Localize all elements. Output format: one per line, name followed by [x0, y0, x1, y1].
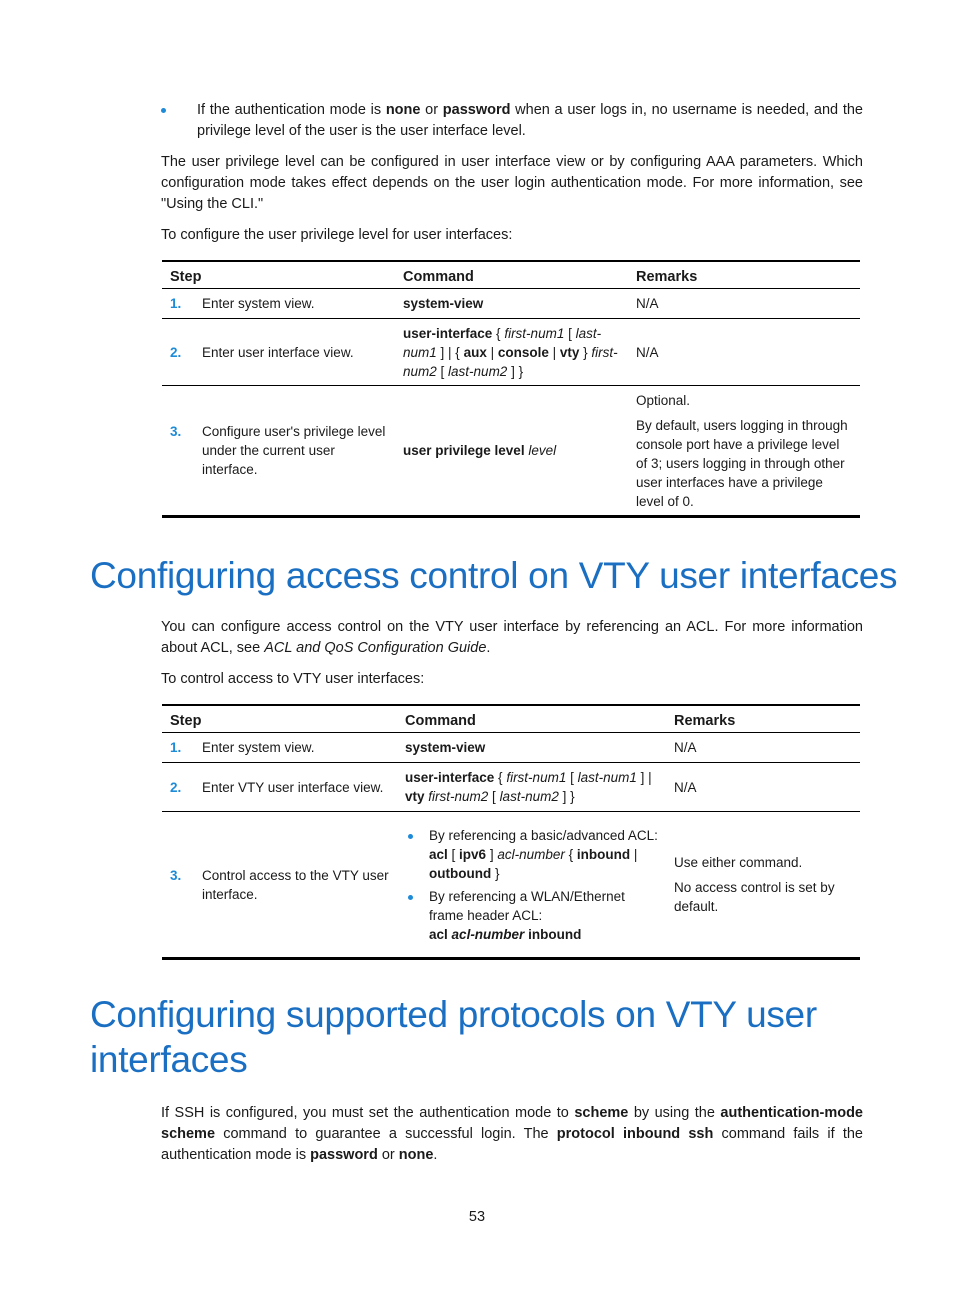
step	[170, 422, 387, 479]
step-text: Enter user interface view.	[202, 344, 354, 360]
command-text: [	[436, 363, 449, 379]
step-cell	[162, 386, 395, 517]
command-text: {	[564, 846, 577, 862]
keyword: none	[398, 1147, 434, 1163]
command-text: [	[447, 846, 460, 862]
text-run: command to guarantee a successful login. The	[215, 1126, 557, 1142]
command-keyword: aux	[463, 344, 487, 360]
page-number: 53	[468, 1209, 486, 1225]
option-label: By referencing a basic/advanced ACL:	[429, 827, 658, 843]
command-argument: level	[528, 443, 557, 458]
step-text: Enter VTY user interface view.	[202, 779, 384, 795]
remarks-cell	[628, 386, 860, 517]
remark-text: Optional.	[636, 392, 691, 408]
step	[170, 738, 389, 757]
command-keyword: outbound	[429, 865, 492, 881]
command-keyword: system-view	[405, 740, 486, 755]
command-text: ] | {	[436, 344, 464, 360]
step	[170, 343, 387, 362]
command-text: [	[566, 770, 578, 785]
command-argument: first-num1	[504, 325, 565, 341]
command-cell	[395, 289, 628, 319]
command-option	[405, 826, 658, 883]
remark-text: By default, users logging in through console port have a privilege level of 3; users logging in through other user interfaces have a privilege level of 0.	[636, 417, 848, 509]
table1-intro: To configure the user privilege level for user interfaces:	[161, 227, 513, 243]
remark-text: N/A	[674, 740, 697, 755]
command-text: [	[488, 789, 500, 804]
command-text: [	[564, 325, 576, 341]
keyword: protocol inbound ssh	[556, 1126, 714, 1142]
command-text: ] }	[558, 789, 575, 804]
step-text: Enter system view.	[202, 740, 315, 755]
step-cell	[162, 763, 397, 812]
section-heading-protocols: Configuring supported protocols on VTY user interfaces	[90, 994, 817, 1080]
option-label: By referencing a WLAN/Ethernet frame header ACL:	[429, 888, 625, 923]
table-row	[162, 763, 860, 812]
text-run: You can configure access control on the VTY user interface by referencing an ACL. For more information about ACL, see	[161, 619, 863, 656]
command-text: }	[579, 344, 592, 360]
text-run: when a user logs in, no username is needed, and the privilege level of the user is the user interface level.	[197, 102, 863, 139]
command-argument: first-num1	[506, 770, 567, 785]
guide-reference: ACL and QoS Configuration Guide	[264, 640, 487, 656]
command-text: |	[630, 846, 638, 862]
header-remarks: Remarks	[666, 705, 860, 733]
command-text: |	[486, 344, 498, 360]
command-keyword: system-view	[403, 296, 484, 311]
step	[170, 778, 389, 797]
command-keyword: user-interface	[403, 325, 493, 341]
remarks-cell	[628, 289, 860, 319]
remarks-cell	[666, 733, 860, 763]
step-number: 2.	[170, 779, 182, 795]
command-cell	[395, 319, 628, 386]
command-keyword: user-interface	[405, 770, 495, 785]
step-text: Enter system view.	[202, 296, 315, 311]
step-number: 3.	[170, 867, 182, 883]
header-command: Command	[397, 705, 666, 733]
text-run: or	[377, 1147, 399, 1163]
bullet-dot-icon	[408, 834, 413, 839]
header-remarks: Remarks	[628, 261, 860, 289]
remark-text: Use either command.	[674, 855, 803, 870]
command-options	[405, 826, 658, 944]
keyword: scheme	[574, 1105, 629, 1121]
remarks-cell	[628, 319, 860, 386]
access-control-paragraph	[161, 617, 863, 659]
table-row	[162, 289, 860, 319]
remarks-cell	[666, 812, 860, 959]
command-text: ]	[486, 846, 498, 862]
command-argument: first-num2	[403, 344, 618, 379]
section-heading-access-control: Configuring access control on VTY user interfaces	[90, 555, 898, 596]
command-text: {	[494, 770, 507, 785]
text-run: or	[420, 102, 443, 118]
remarks-cell	[666, 763, 860, 812]
command-cell	[397, 733, 666, 763]
step-cell	[162, 319, 395, 386]
command-cell	[397, 812, 666, 959]
command-argument: acl-number	[451, 926, 525, 942]
table2-intro: To control access to VTY user interfaces:	[161, 671, 425, 687]
step-cell	[162, 812, 397, 959]
remark-text: N/A	[674, 779, 697, 795]
command-keyword: user privilege level	[403, 443, 525, 458]
text-run: command fails if the authentication mode is	[161, 1126, 863, 1163]
table-header-row	[162, 261, 860, 289]
step-cell	[162, 733, 397, 763]
intro-bullet-text	[197, 100, 863, 142]
command-keyword: inbound	[576, 846, 631, 862]
bullet-dot-icon	[161, 108, 166, 113]
intro-paragraph: The user privilege level can be configured in user interface view or by configuring AAA parameters. Which configuration mode takes effect depends on the user login authentication mode. For more information, see "Using the CLI."	[161, 154, 863, 212]
table-row	[162, 386, 860, 517]
command-cell	[397, 763, 666, 812]
access-control-table	[162, 704, 860, 960]
command-cell	[395, 386, 628, 517]
command-text: {	[492, 325, 505, 341]
remark-text: N/A	[636, 344, 659, 360]
step-text: Control access to the VTY user interface.	[202, 867, 389, 902]
text-run: .	[433, 1147, 438, 1163]
table-header-row	[162, 705, 860, 733]
protocols-paragraph	[161, 1103, 863, 1166]
command-argument: acl-number	[497, 846, 565, 862]
text-run: If SSH is configured, you must set the authentication mode to	[161, 1105, 575, 1121]
text-run: by using the	[628, 1105, 721, 1121]
command-text: ] |	[636, 770, 652, 785]
command-keyword: acl	[429, 846, 448, 862]
remark-text: N/A	[636, 296, 659, 311]
command-option	[405, 887, 658, 944]
step	[170, 294, 387, 313]
text-run: .	[486, 640, 491, 656]
command-keyword: console	[497, 344, 549, 360]
step-number: 2.	[170, 344, 182, 360]
command-argument: last-num2	[499, 789, 559, 804]
table-row	[162, 733, 860, 763]
bullet-dot-icon	[408, 895, 413, 900]
command-keyword: vty	[559, 344, 580, 360]
keyword: password	[442, 102, 511, 118]
command-keyword: vty	[405, 789, 425, 804]
step-number: 3.	[170, 424, 182, 439]
privilege-table	[162, 260, 860, 518]
command-argument: last-num1	[577, 770, 637, 785]
step-cell	[162, 289, 395, 319]
remark-text: No access control is set by default.	[674, 880, 835, 914]
keyword: password	[310, 1147, 378, 1163]
text-run: If the authentication mode is	[197, 102, 386, 118]
header-command: Command	[395, 261, 628, 289]
header-step: Step	[162, 705, 397, 733]
keyword: authentication-mode scheme	[161, 1105, 863, 1142]
table-row	[162, 812, 860, 959]
command-argument: last-num1	[403, 325, 602, 360]
keyword: none	[385, 102, 421, 118]
header-step: Step	[162, 261, 395, 289]
step-number: 1.	[170, 740, 182, 755]
command-keyword: inbound	[528, 926, 582, 942]
table-row	[162, 319, 860, 386]
command-keyword: acl	[429, 926, 448, 942]
command-argument: last-num2	[448, 363, 508, 379]
step-text: Configure user's privilege level under the current user interface.	[202, 424, 386, 477]
command-text: |	[548, 344, 560, 360]
step	[170, 866, 389, 904]
command-keyword: ipv6	[459, 846, 487, 862]
command-argument: first-num2	[428, 789, 489, 804]
command-text: ] }	[507, 363, 524, 379]
step-number: 1.	[170, 296, 182, 311]
command-text: }	[491, 865, 500, 881]
